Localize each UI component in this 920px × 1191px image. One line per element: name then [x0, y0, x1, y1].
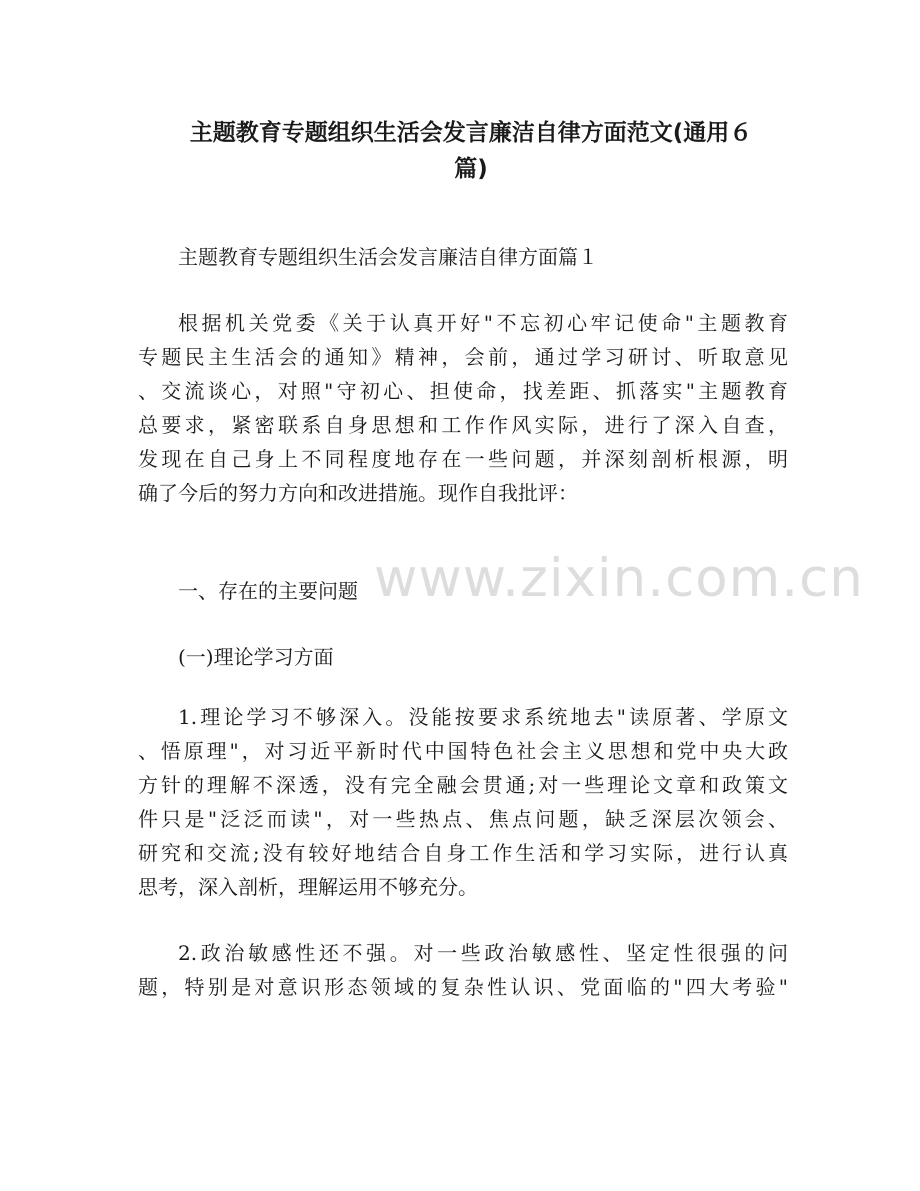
paragraph-2-line-6: 思考，深入剖析，理解运用不够充分。: [138, 875, 478, 899]
paragraph-1-line-2: 专题民主生活会的通知》精神，会前，通过学习研讨、听取意见: [138, 345, 788, 369]
paragraph-1-line-1: 根据机关党委《关于认真开好"不忘初心牢记使命"主题教育: [178, 311, 788, 335]
paragraph-2-line-4: 件只是"泛泛而读"，对一些热点、焦点问题，缺乏深层次领会、: [138, 807, 788, 831]
paragraph-1-line-6: 确了今后的努力方向和改进措施。现作自我批评：: [138, 481, 578, 505]
heading-theory-study: (一)理论学习方面: [178, 645, 334, 669]
paragraph-1-line-4: 总要求，紧密联系自身思想和工作作风实际，进行了深入自查，: [138, 413, 788, 437]
document-title-line-2: 篇): [454, 156, 488, 182]
document-title-line-1: 主题教育专题组织生活会发言廉洁自律方面范文(通用６: [189, 120, 753, 146]
paragraph-3-line-2: 题，特别是对意识形态领域的复杂性认识、党面临的"四大考验": [138, 975, 788, 999]
section-subtitle: 主题教育专题组织生活会发言廉洁自律方面篇１: [178, 245, 598, 269]
watermark: www.zixin.com.cn: [374, 548, 864, 609]
paragraph-3-line-1: 2.政治敏感性还不强。对一些政治敏感性、坚定性很强的问: [178, 941, 788, 965]
heading-main-issues: 一、存在的主要问题: [178, 579, 358, 603]
paragraph-2-line-5: 研究和交流;没有较好地结合自身工作生活和学习实际，进行认真: [138, 841, 788, 865]
paragraph-1-line-3: 、交流谈心，对照"守初心、担使命，找差距、抓落实"主题教育: [138, 379, 788, 403]
paragraph-2-line-1: 1.理论学习不够深入。没能按要求系统地去"读原著、学原文: [178, 705, 788, 729]
paragraph-2-line-3: 方针的理解不深透，没有完全融会贯通;对一些理论文章和政策文: [138, 773, 788, 797]
paragraph-1-line-5: 发现在自己身上不同程度地存在一些问题，并深刻剖析根源，明: [138, 447, 788, 471]
paragraph-2-line-2: 、悟原理"，对习近平新时代中国特色社会主义思想和党中央大政: [138, 739, 788, 763]
